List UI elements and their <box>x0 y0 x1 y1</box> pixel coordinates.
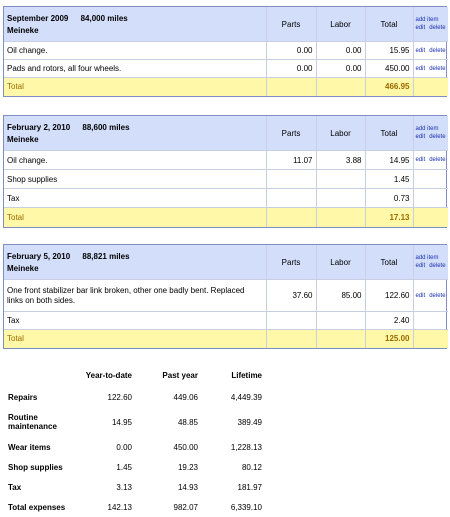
summary-label: Wear items <box>8 442 51 452</box>
total-label: Total <box>4 78 266 96</box>
record-header <box>4 245 448 280</box>
summary-ytd: 14.95 <box>111 417 132 427</box>
summary-label: Repairs <box>8 392 38 402</box>
item-description: Oil change. <box>4 151 266 170</box>
item-parts: 0.00 <box>266 42 316 60</box>
summary-ytd: 142.13 <box>107 502 132 512</box>
record-date: February 5, 2010 <box>7 251 71 261</box>
item-actions <box>413 280 448 312</box>
item-description: Oil change. <box>4 42 266 60</box>
item-labor: 0.00 <box>316 60 365 78</box>
parts-header: Parts <box>266 7 316 42</box>
edit-record-link[interactable]: edit <box>415 25 426 31</box>
summary-ytd: 0.00 <box>116 442 132 452</box>
record-shop: Meineke <box>7 25 39 35</box>
summary-past-year: 982.07 <box>173 502 198 512</box>
edit-item-link[interactable]: edit <box>415 157 426 163</box>
summary-past-year: 19.23 <box>177 462 198 472</box>
record-total-row <box>4 208 448 227</box>
record-date: September 2009 <box>7 13 69 23</box>
summary-row <box>5 457 265 477</box>
item-description: Tax <box>4 189 266 208</box>
item-parts <box>266 170 316 189</box>
item-parts <box>266 312 316 330</box>
line-item-row <box>4 280 448 312</box>
delete-record-link[interactable]: delete <box>429 263 446 269</box>
item-labor: 3.88 <box>316 151 365 170</box>
record-info <box>4 7 266 42</box>
delete-record-link[interactable]: delete <box>429 25 446 31</box>
item-total: 14.95 <box>365 151 413 170</box>
parts-header: Parts <box>266 116 316 151</box>
item-parts: 37.60 <box>266 280 316 312</box>
delete-item-link[interactable]: delete <box>429 47 446 54</box>
total-label: Total <box>4 330 266 348</box>
item-description: One front stabilizer bar link broken, other one badly bent. Replaced links on both sides. <box>4 280 266 312</box>
item-actions <box>413 60 448 78</box>
record-miles: 88,821 miles <box>82 251 130 261</box>
summary-lifetime: 4,449.39 <box>230 392 262 402</box>
total-header: Total <box>365 245 413 280</box>
line-item-row <box>4 189 448 208</box>
labor-header: Labor <box>316 116 365 151</box>
record-info <box>4 245 266 280</box>
summary-label: Total expenses <box>8 502 66 512</box>
total-header: Total <box>365 7 413 42</box>
line-item-row <box>4 151 448 170</box>
add-item-link[interactable]: add item <box>415 17 439 23</box>
item-description: Shop supplies <box>4 170 266 189</box>
line-item-row <box>4 170 448 189</box>
summary-label: Tax <box>8 482 22 492</box>
summary-label: Shop supplies <box>8 462 63 472</box>
item-labor: 85.00 <box>316 280 365 312</box>
summary-header-ytd: Year-to-date <box>85 371 132 380</box>
record-actions <box>413 7 448 42</box>
item-total: 1.45 <box>365 170 413 189</box>
summary-past-year: 48.85 <box>177 417 198 427</box>
service-record <box>3 6 447 97</box>
record-info <box>4 116 266 151</box>
summary-label: Routine maintenance <box>8 413 57 431</box>
item-description: Tax <box>4 312 266 330</box>
item-parts: 11.07 <box>266 151 316 170</box>
labor-header: Labor <box>316 245 365 280</box>
line-item-row <box>4 60 448 78</box>
delete-item-link[interactable]: delete <box>429 157 446 163</box>
summary-row <box>5 387 265 407</box>
record-actions <box>413 116 448 151</box>
service-record <box>3 244 447 349</box>
summary-header-lifetime: Lifetime <box>231 371 262 380</box>
item-total: 0.73 <box>365 189 413 208</box>
item-total: 15.95 <box>365 42 413 60</box>
item-total: 122.60 <box>365 280 413 312</box>
item-total: 450.00 <box>365 60 413 78</box>
record-actions <box>413 245 448 280</box>
summary-header-past-year: Past year <box>162 371 198 380</box>
item-total: 2.40 <box>365 312 413 330</box>
summary-past-year: 450.00 <box>173 442 198 452</box>
edit-item-link[interactable]: edit <box>415 65 426 72</box>
item-actions <box>413 151 448 170</box>
summary-lifetime: 6,339.10 <box>230 502 262 512</box>
record-shop: Meineke <box>7 134 39 144</box>
record-shop: Meineke <box>7 263 39 273</box>
summary-header-row <box>5 371 265 387</box>
summary-total-row <box>5 497 265 517</box>
line-item-row <box>4 42 448 60</box>
record-date: February 2, 2010 <box>7 122 71 132</box>
labor-header: Labor <box>316 7 365 42</box>
edit-record-link[interactable]: edit <box>415 263 426 269</box>
summary-row <box>5 437 265 457</box>
delete-item-link[interactable]: delete <box>429 65 446 72</box>
record-header <box>4 116 448 151</box>
item-parts <box>266 189 316 208</box>
record-total-row <box>4 78 448 96</box>
record-miles: 84,000 miles <box>80 13 128 23</box>
summary-ytd: 3.13 <box>116 482 132 492</box>
edit-item-link[interactable]: edit <box>415 47 426 54</box>
summary-ytd: 122.60 <box>107 392 132 402</box>
line-item-row <box>4 312 448 330</box>
item-actions <box>413 42 448 60</box>
summary-lifetime: 80.12 <box>241 462 262 472</box>
add-item-link[interactable]: add item <box>415 255 439 261</box>
edit-item-link[interactable]: edit <box>415 292 426 299</box>
total-label: Total <box>4 208 266 227</box>
service-record <box>3 115 447 228</box>
record-total: 125.00 <box>365 330 413 348</box>
record-total-row <box>4 330 448 348</box>
parts-header: Parts <box>266 245 316 280</box>
item-labor <box>316 312 365 330</box>
item-labor: 0.00 <box>316 42 365 60</box>
summary-lifetime: 389.49 <box>237 417 262 427</box>
item-labor <box>316 189 365 208</box>
summary-lifetime: 1,228.13 <box>230 442 262 452</box>
item-parts: 0.00 <box>266 60 316 78</box>
item-labor <box>316 170 365 189</box>
summary-lifetime: 181.97 <box>237 482 262 492</box>
total-header: Total <box>365 116 413 151</box>
record-header <box>4 7 448 42</box>
add-item-link[interactable]: add item <box>415 126 439 132</box>
delete-item-link[interactable]: delete <box>429 292 446 299</box>
expense-summary-table <box>5 371 265 517</box>
delete-record-link[interactable]: delete <box>429 134 446 140</box>
summary-row <box>5 477 265 497</box>
item-description: Pads and rotors, all four wheels. <box>4 60 266 78</box>
record-total: 17.13 <box>365 208 413 227</box>
record-total: 466.95 <box>365 78 413 96</box>
summary-row <box>5 407 265 437</box>
summary-ytd: 1.45 <box>116 462 132 472</box>
summary-past-year: 14.93 <box>177 482 198 492</box>
edit-record-link[interactable]: edit <box>415 134 426 140</box>
summary-past-year: 449.06 <box>173 392 198 402</box>
record-miles: 88,600 miles <box>82 122 130 132</box>
